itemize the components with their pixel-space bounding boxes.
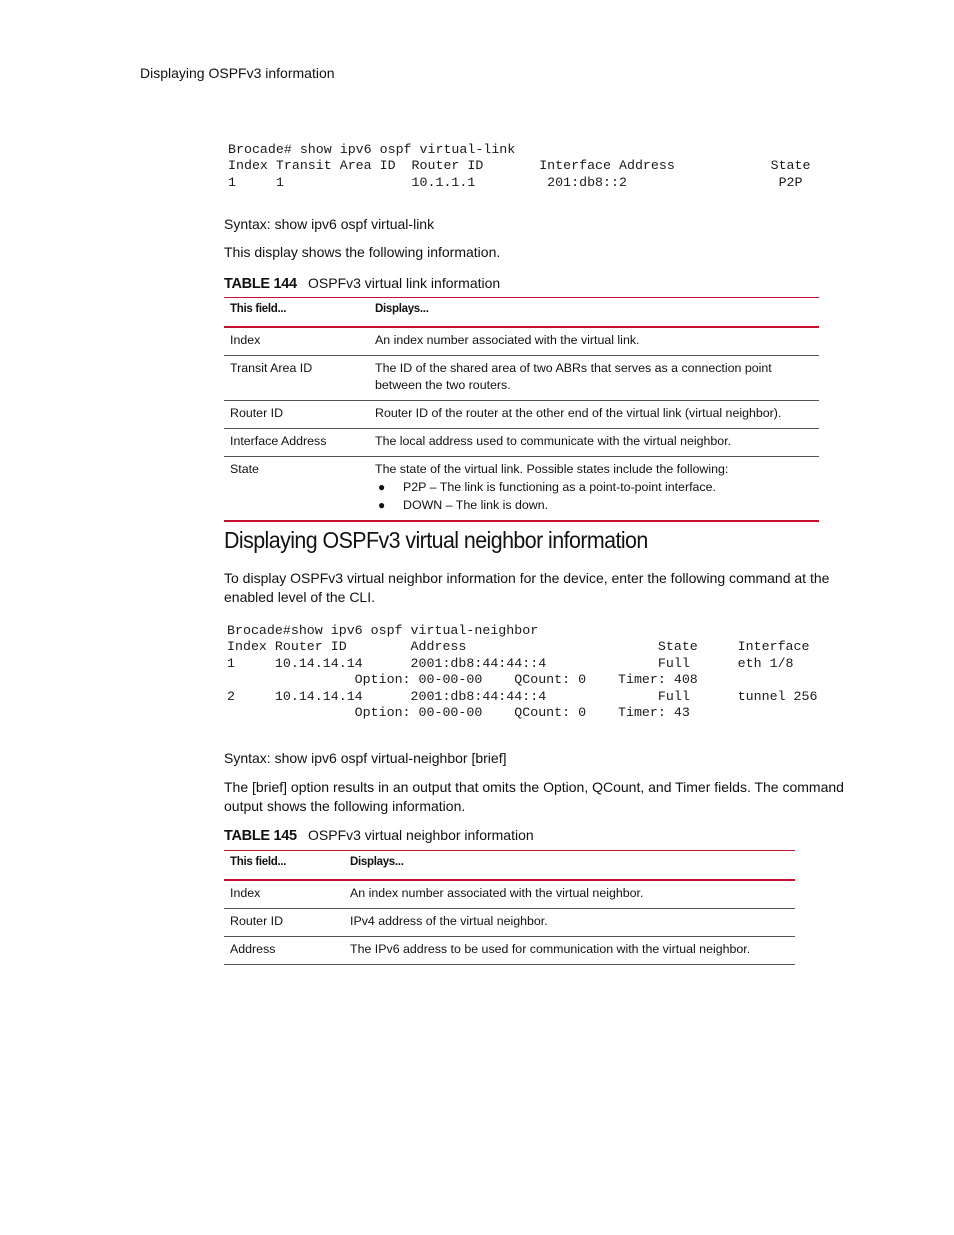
field-cell: Router ID <box>224 401 369 429</box>
field-cell: Index <box>224 880 344 909</box>
list-item <box>375 478 813 496</box>
column-header: This field... <box>224 298 369 328</box>
list-item-text: P2P – The link is functioning as a point-to-point interface. <box>403 480 716 494</box>
table-title: OSPFv3 virtual link information <box>308 275 501 291</box>
table-row <box>224 327 819 356</box>
table-144 <box>224 297 819 522</box>
table-row <box>224 909 795 937</box>
code-line: Brocade# show ipv6 ospf virtual-link <box>228 142 516 157</box>
column-header: Displays... <box>344 851 795 881</box>
description-cell: The ID of the shared area of two ABRs that serves as a connection point between the two routers. <box>369 356 819 401</box>
syntax-virtual-neighbor: Syntax: show ipv6 ospf virtual-neighbor [brief] <box>224 750 507 766</box>
code-line: 1 10.14.14.14 2001:db8:44:44::4 Full eth 1/8 <box>227 655 794 671</box>
bullet-icon: ● <box>378 480 386 494</box>
column-header: Displays... <box>369 298 819 328</box>
code-line: Option: 00-00-00 QCount: 0 Timer: 43 <box>227 705 690 721</box>
code-line: Option: 00-00-00 QCount: 0 Timer: 408 <box>227 672 698 688</box>
table-145-caption <box>224 827 534 844</box>
intro-paragraph: This display shows the following information. <box>224 244 501 260</box>
table-row <box>224 937 795 965</box>
code-line: Index Router ID Address State Interface <box>227 639 810 655</box>
code-line: 1 1 10.1.1.1 201:db8::2 P2P <box>228 174 803 190</box>
running-header: Displaying OSPFv3 information <box>140 65 335 81</box>
table-header-row <box>224 851 795 881</box>
section-intro-paragraph: To display OSPFv3 virtual neighbor information for the device, enter the following command at the enabled level of the CLI. <box>224 570 830 605</box>
cli-output-virtual-link <box>228 142 811 191</box>
field-cell: Index <box>224 327 369 356</box>
description-cell: An index number associated with the virtual link. <box>369 327 819 356</box>
description-cell: Router ID of the router at the other end of the virtual link (virtual neighbor). <box>369 401 819 429</box>
description-cell: The IPv6 address to be used for communication with the virtual neighbor. <box>344 937 795 965</box>
state-list <box>375 478 813 514</box>
table-row <box>224 880 795 909</box>
table-145 <box>224 850 795 965</box>
code-line: Brocade#show ipv6 ospf virtual-neighbor <box>227 623 539 638</box>
description-text: The state of the virtual link. Possible states include the following: <box>375 462 729 476</box>
cli-output-virtual-neighbor <box>227 623 817 721</box>
table-row <box>224 401 819 429</box>
brief-option-paragraph: The [brief] option results in an output that omits the Option, QCount, and Timer fields. The command output shows the following information. <box>224 779 844 814</box>
field-cell: State <box>224 457 369 522</box>
field-cell: Transit Area ID <box>224 356 369 401</box>
code-line: Index Transit Area ID Router ID Interface Address State <box>228 158 811 174</box>
table-row <box>224 429 819 457</box>
column-header: This field... <box>224 851 344 881</box>
field-cell: Address <box>224 937 344 965</box>
list-item-text: DOWN – The link is down. <box>403 498 549 512</box>
bullet-icon: ● <box>378 498 386 512</box>
table-title: OSPFv3 virtual neighbor information <box>308 827 534 843</box>
description-cell: IPv4 address of the virtual neighbor. <box>344 909 795 937</box>
table-number: TABLE 144 <box>224 276 297 292</box>
code-line: 2 10.14.14.14 2001:db8:44:44::4 Full tunnel 256 <box>227 688 818 704</box>
field-cell: Router ID <box>224 909 344 937</box>
table-row <box>224 356 819 401</box>
table-header-row <box>224 298 819 328</box>
table-144-caption <box>224 275 500 292</box>
description-cell: The local address used to communicate with the virtual neighbor. <box>369 429 819 457</box>
list-item <box>375 496 813 514</box>
syntax-virtual-link: Syntax: show ipv6 ospf virtual-link <box>224 216 435 232</box>
description-cell: An index number associated with the virtual neighbor. <box>344 880 795 909</box>
table-number: TABLE 145 <box>224 828 297 844</box>
section-heading: Displaying OSPFv3 virtual neighbor information <box>224 527 648 553</box>
description-cell <box>369 457 819 522</box>
field-cell: Interface Address <box>224 429 369 457</box>
table-row <box>224 457 819 522</box>
